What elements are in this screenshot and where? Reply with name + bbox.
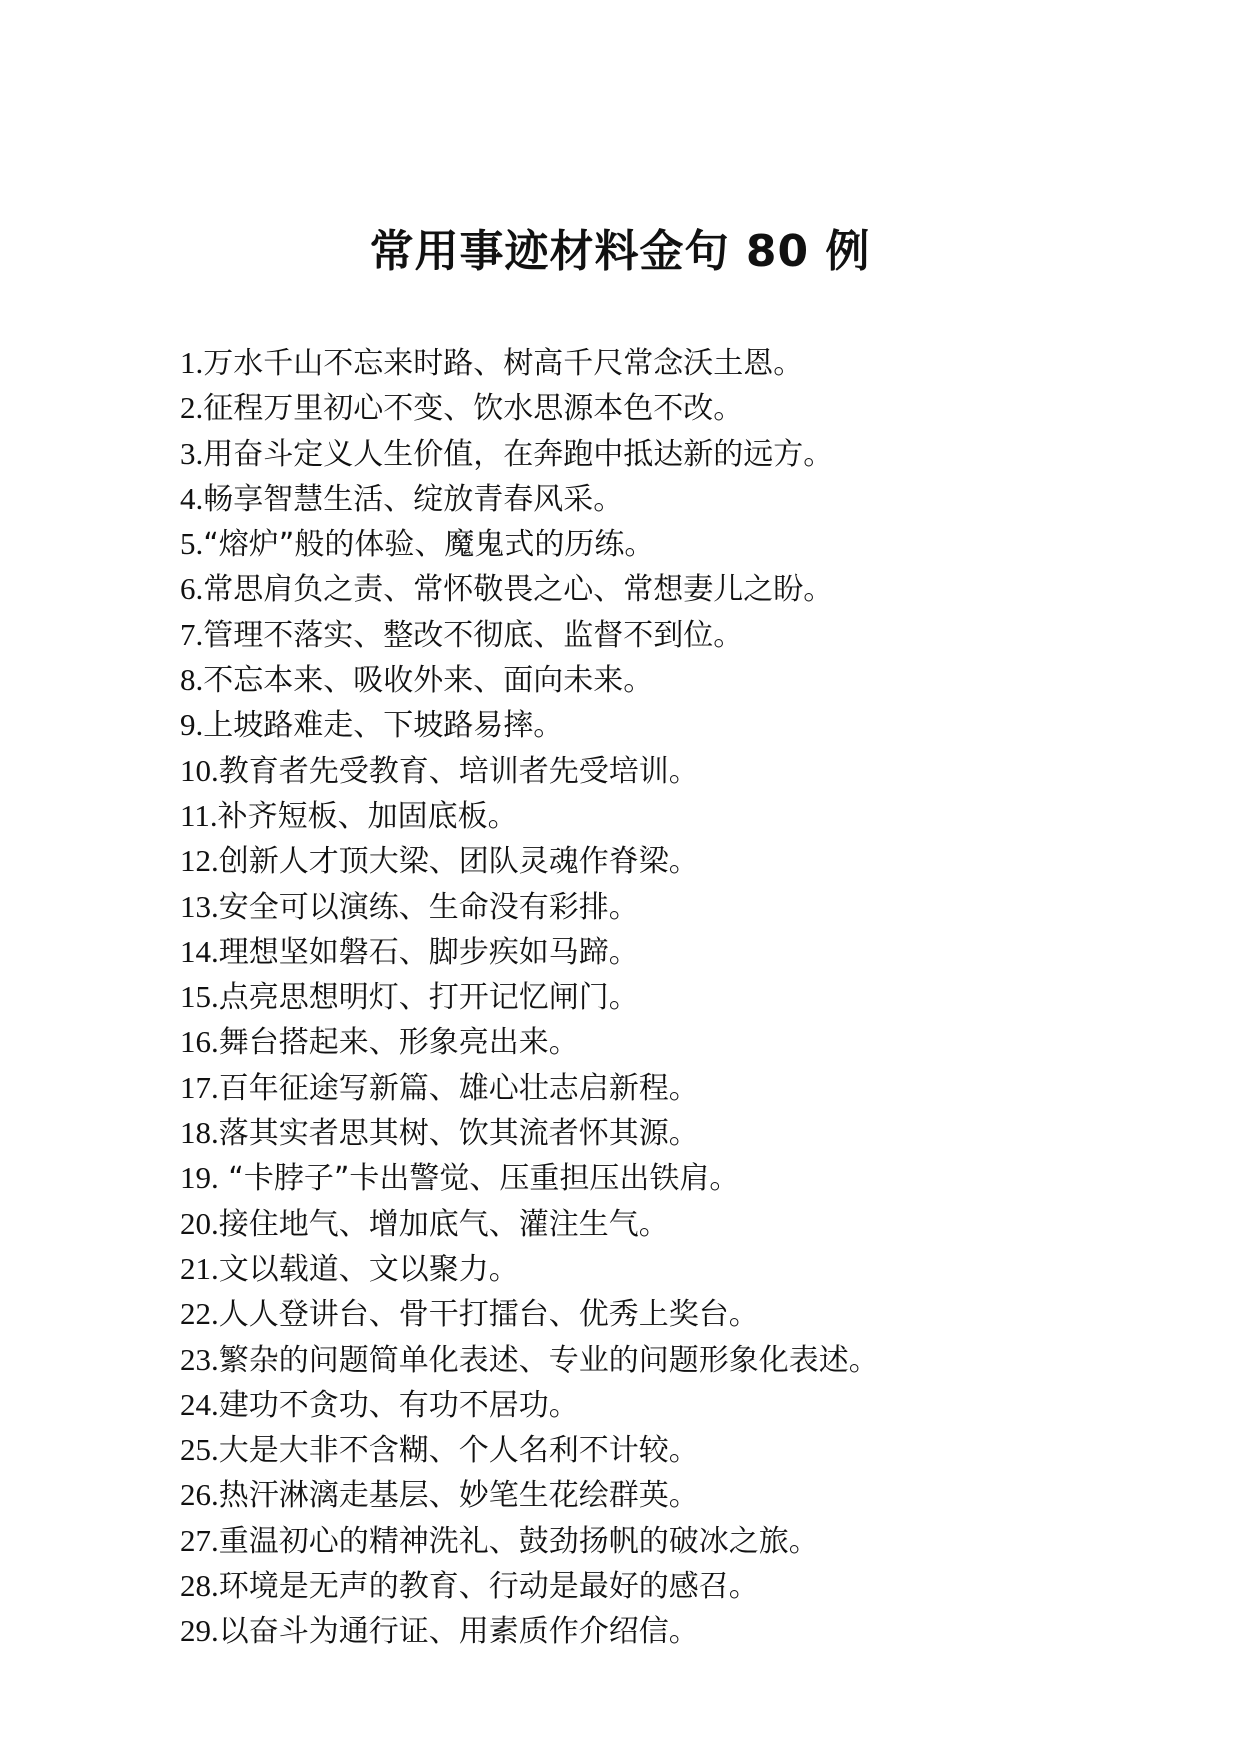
list-item-text: 重温初心的精神洗礼、鼓劲扬帆的破冰之旅。 [218, 1523, 819, 1559]
list-item [180, 612, 1180, 657]
list-item [180, 974, 1180, 1019]
list-item-text: 接住地气、增加底气、灌注生气。 [218, 1206, 669, 1242]
list-item-text: 文以载道、文以聚力。 [218, 1251, 519, 1287]
list-item-text: 大是大非不含糊、个人名利不计较。 [218, 1433, 699, 1469]
list-item-text: 热汗淋漓走基层、妙笔生花绘群英。 [218, 1478, 699, 1514]
list-item-number: 6. [180, 571, 204, 607]
list-item-number: 24. [180, 1386, 219, 1422]
list-item-number: 15. [180, 979, 219, 1015]
list-item-number: 16. [180, 1024, 219, 1060]
list-item [180, 340, 1180, 385]
list-item-text: 上坡路难走、下坡路易摔。 [203, 708, 564, 744]
list-item-number: 10. [180, 752, 219, 788]
list-item [180, 1337, 1180, 1382]
list-item [180, 1201, 1180, 1246]
list-item [180, 838, 1180, 883]
list-item-number: 28. [180, 1568, 219, 1604]
list-item-text: 畅享智慧生活、绽放青春风采。 [203, 481, 624, 517]
list-item [180, 1427, 1180, 1472]
list-item-number: 27. [180, 1522, 219, 1558]
list-item-text: 补齐短板、加固底板。 [217, 798, 518, 834]
list-item-text: 万水千山不忘来时路、树高千尺常念沃土恩。 [203, 346, 804, 381]
list-item [180, 793, 1180, 838]
list-item-number: 4. [180, 480, 204, 516]
page-title: 常用事迹材料金句 80 例 [369, 226, 871, 277]
list-item-text: “熔炉”般的体验、魔鬼式的历练。 [203, 527, 655, 563]
list-item-number: 19. [180, 1160, 219, 1196]
list-item-text: 繁杂的问题简单化表述、专业的问题形象化表述。 [218, 1342, 879, 1378]
list-item [180, 884, 1180, 929]
list-item-number: 22. [180, 1296, 219, 1332]
list-item-number: 13. [180, 888, 219, 924]
list-item-number: 25. [180, 1432, 219, 1468]
list-item-text: 教育者先受教育、培训者先受培训。 [218, 753, 699, 789]
list-item [180, 1246, 1180, 1291]
list-item-text: 理想坚如磐石、脚步疾如马蹄。 [218, 934, 639, 970]
list-item [180, 1518, 1180, 1563]
list-item-text: 舞台搭起来、形象亮出来。 [218, 1025, 579, 1061]
list-item-number: 1. [180, 345, 204, 380]
list-item [180, 748, 1180, 793]
list-item-text: 建功不贪功、有功不居功。 [218, 1387, 579, 1423]
list-item [180, 1472, 1180, 1517]
list-item-number: 14. [180, 933, 219, 969]
list-item-number: 5. [180, 526, 204, 562]
list-item-text: 落其实者思其树、饮其流者怀其源。 [218, 1116, 699, 1152]
list-item [180, 1110, 1180, 1155]
list-item-text: 管理不落实、整改不彻底、监督不到位。 [203, 617, 744, 653]
list-item-number: 21. [180, 1250, 219, 1286]
list-item [180, 702, 1180, 747]
list-item [180, 385, 1180, 430]
list-item-text: 不忘本来、吸收外来、面向未来。 [203, 663, 654, 699]
list-item [180, 929, 1180, 974]
list-item [180, 1382, 1180, 1427]
list-item [180, 521, 1180, 566]
list-item-text: 常思肩负之责、常怀敬畏之心、常想妻儿之盼。 [203, 572, 834, 608]
list-item [180, 1019, 1180, 1064]
list-item-number: 26. [180, 1477, 219, 1513]
list-item-number: 29. [180, 1613, 219, 1649]
quote-list [180, 340, 1180, 1654]
list-item-number: 20. [180, 1205, 219, 1241]
list-item-number: 2. [180, 390, 204, 426]
list-item-text: 百年征途写新篇、雄心壮志启新程。 [218, 1070, 699, 1106]
list-item [180, 1291, 1180, 1336]
list-item-text: “卡脖子”卡出警觉、压重担压出铁肩。 [218, 1161, 740, 1197]
list-item-number: 9. [180, 707, 204, 743]
list-item [180, 1608, 1180, 1653]
list-item-text: 用奋斗定义人生价值，在奔跑中抵达新的远方。 [203, 436, 834, 472]
list-item-text: 征程万里初心不变、饮水思源本色不改。 [203, 391, 744, 427]
list-item-number: 18. [180, 1115, 219, 1151]
list-item-number: 17. [180, 1069, 219, 1105]
list-item [180, 431, 1180, 476]
list-item [180, 657, 1180, 702]
list-item-text: 点亮思想明灯、打开记忆闸门。 [218, 980, 639, 1016]
list-item-text: 创新人才顶大梁、团队灵魂作脊梁。 [218, 844, 699, 880]
list-item-text: 环境是无声的教育、行动是最好的感召。 [218, 1569, 759, 1605]
list-item-number: 8. [180, 662, 204, 698]
list-item [180, 476, 1180, 521]
list-item-text: 安全可以演练、生命没有彩排。 [218, 889, 639, 925]
list-item-text: 人人登讲台、骨干打擂台、优秀上奖台。 [218, 1297, 759, 1333]
list-item-number: 11. [180, 797, 218, 833]
list-item-text: 以奋斗为通行证、用素质作介绍信。 [218, 1614, 699, 1650]
list-item-number: 12. [180, 843, 219, 879]
list-item-number: 3. [180, 435, 204, 471]
list-item-number: 7. [180, 616, 204, 652]
list-item [180, 1065, 1180, 1110]
list-item [180, 566, 1180, 611]
list-item [180, 1155, 1180, 1200]
list-item-number: 23. [180, 1341, 219, 1377]
list-item [180, 1563, 1180, 1608]
